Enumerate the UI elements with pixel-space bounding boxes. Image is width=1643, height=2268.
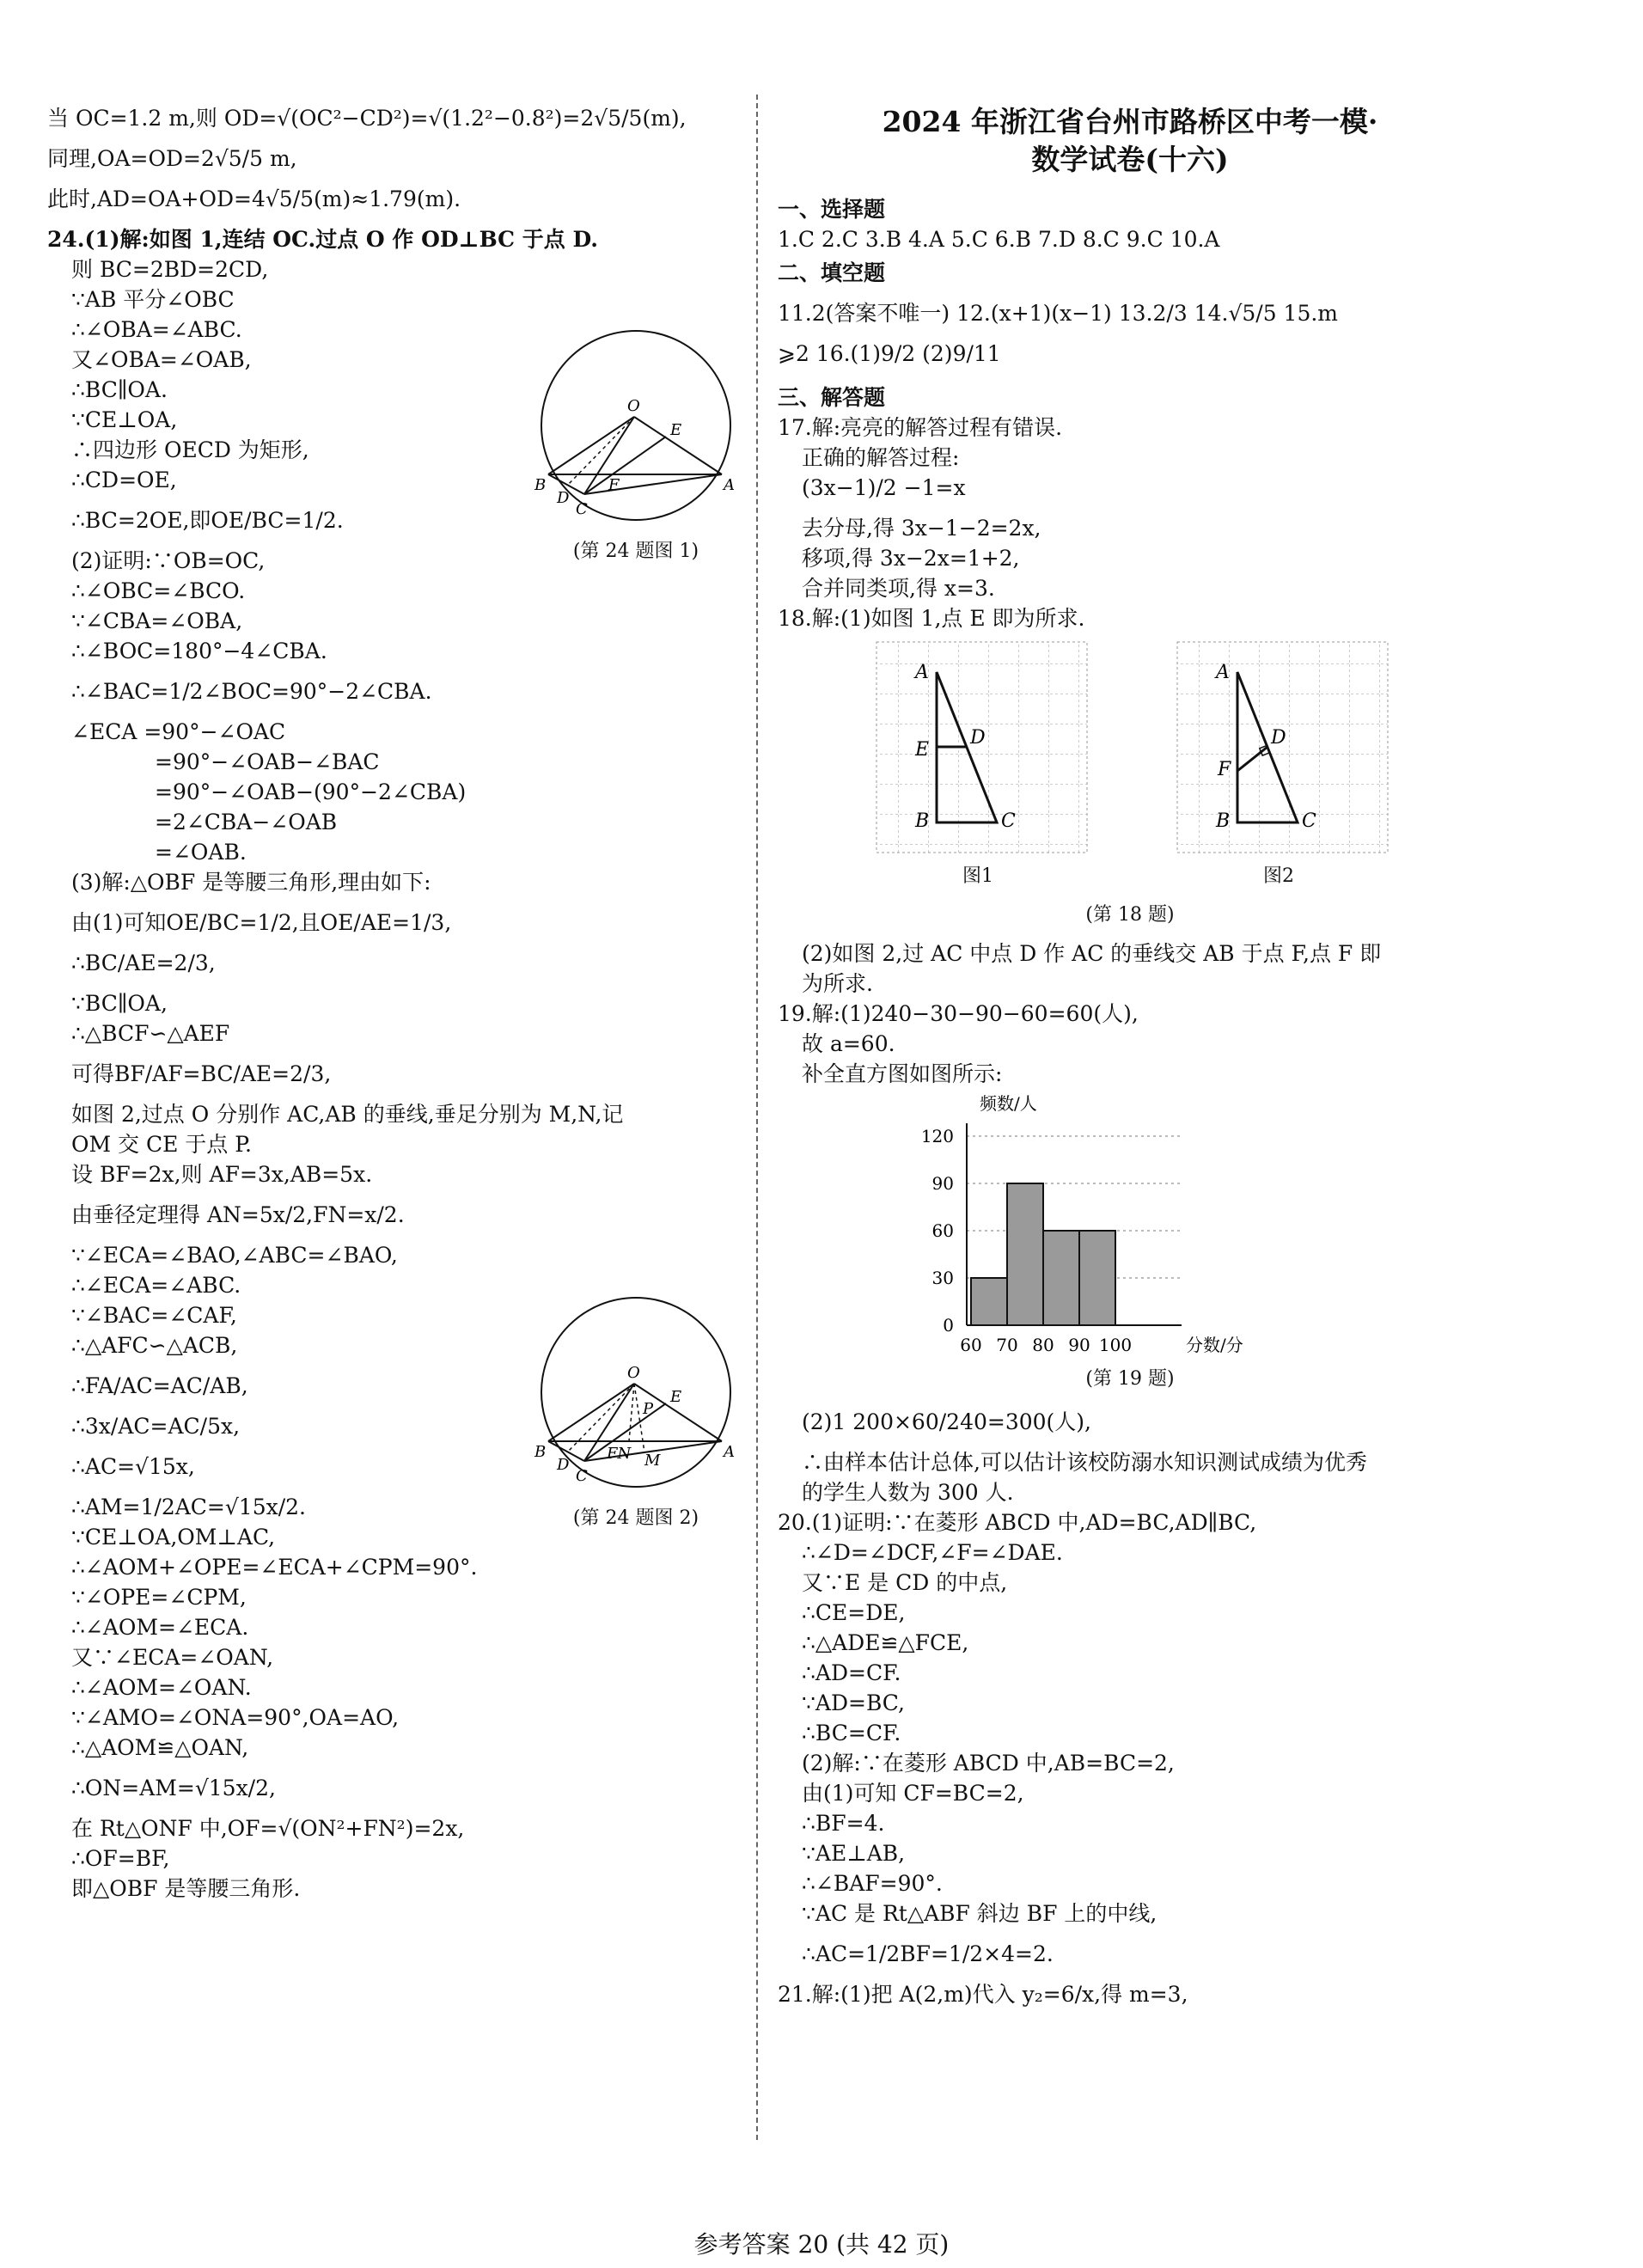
histogram-bar <box>1007 1183 1043 1325</box>
text-line: ∵∠OPE=∠CPM, <box>71 1585 247 1610</box>
text-line: ∴AC=1/2BF=1/2×4=2. <box>802 1941 1054 1966</box>
page-footer: 参考答案 20 (共 42 页) <box>693 2230 950 2259</box>
text-line: ∴∠BAF=90°. <box>802 1871 943 1896</box>
text-line: ∴AC=√15x, <box>71 1454 195 1479</box>
problem-24-heading: 24.(1)解:如图 1,连结 OC.过点 O 作 OD⊥BC 于点 D. <box>47 227 598 252</box>
text-line: 由(1)可知OE/BC=1/2,且OE/AE=1/3, <box>71 910 452 935</box>
column-divider <box>756 95 758 2140</box>
text-line: ∴四边形 OECD 为矩形, <box>71 437 309 462</box>
svg-text:F: F <box>608 476 620 494</box>
section-heading: 三、解答题 <box>778 385 886 410</box>
svg-text:B: B <box>1216 810 1231 832</box>
svg-text:M: M <box>644 1452 661 1470</box>
text-line: ∴ON=AM=√15x/2, <box>71 1776 276 1800</box>
text-line: ∴BC∥OA. <box>71 377 168 402</box>
text-line: ∴3x/AC=AC/5x, <box>71 1414 241 1439</box>
text-line: ∵∠AMO=∠ONA=90°,OA=AO, <box>71 1705 400 1730</box>
figure-24-2 <box>533 1293 739 1530</box>
text-line: 在 Rt△ONF 中,OF=√(ON²+FN²)=2x, <box>71 1816 465 1841</box>
right-column <box>778 103 1482 2009</box>
svg-text:B: B <box>534 1443 547 1461</box>
text-line: ∵AD=BC, <box>802 1690 905 1715</box>
geometry-figure-2 <box>533 1293 739 1500</box>
histogram-bar <box>971 1278 1007 1325</box>
histogram-bar <box>1079 1231 1115 1325</box>
text-line: ∴∠OBA=∠ABC. <box>71 317 242 342</box>
svg-text:O: O <box>627 1364 640 1382</box>
svg-text:D: D <box>557 1456 570 1474</box>
text-line: ∵CE⊥OA,OM⊥AC, <box>71 1525 276 1550</box>
svg-text:C: C <box>1001 810 1016 832</box>
svg-text:A: A <box>1216 662 1230 683</box>
x-tick-label: 100 <box>1098 1335 1133 1355</box>
text-line: ∵BC∥OA, <box>71 991 168 1016</box>
svg-text:O: O <box>627 397 640 415</box>
text-line: ∴∠D=∠DCF,∠F=∠DAE. <box>802 1540 1063 1565</box>
text-line: 19.解:(1)240−30−90−60=60(人), <box>778 1001 1139 1026</box>
text-line: ∴∠BOC=180°−4∠CBA. <box>71 639 327 663</box>
svg-text:C: C <box>576 500 588 518</box>
figure-18-caption: (第 18 题) <box>1085 904 1175 926</box>
text-line: ∴BC=CF. <box>802 1721 901 1745</box>
y-axis-label: 频数/人 <box>980 1093 1037 1114</box>
figure-24-1 <box>533 327 739 563</box>
text-line: ∴AM=1/2AC=√15x/2. <box>71 1495 306 1519</box>
text-line: ∵AC 是 Rt△ABF 斜边 BF 上的中线, <box>802 1901 1157 1926</box>
text-line: ∴△AOM≌△OAN, <box>71 1735 249 1760</box>
text-line: 故 a=60. <box>802 1031 895 1056</box>
svg-text:E: E <box>915 739 930 761</box>
histogram-bar <box>1043 1231 1079 1325</box>
text-line: 又∵E 是 CD 的中点, <box>802 1570 1008 1595</box>
text-line: ∴△ADE≌△FCE, <box>802 1630 969 1655</box>
text-line: (3x−1)/2 −1=x <box>802 475 966 500</box>
text-line: ∵∠CBA=∠OBA, <box>71 608 243 633</box>
x-tick-label: 90 <box>1068 1335 1090 1355</box>
text-line: ∴AD=CF. <box>802 1660 901 1685</box>
text-line: =2∠CBA−∠OAB <box>155 810 338 834</box>
y-tick-label: 120 <box>920 1126 954 1146</box>
geometry-figure-1 <box>533 327 739 533</box>
svg-text:A: A <box>724 1443 735 1461</box>
y-tick-label: 90 <box>931 1173 954 1194</box>
text-line: 此时,AD=OA+OD=4√5/5(m)≈1.79(m). <box>47 186 461 211</box>
text-line: ∴∠AOM=∠ECA. <box>71 1615 249 1640</box>
text-line: OM 交 CE 于点 P. <box>71 1132 252 1157</box>
text-line: ∴∠BAC=1/2∠BOC=90°−2∠CBA. <box>71 679 432 704</box>
text-line: ∴FA/AC=AC/AB, <box>71 1373 248 1398</box>
text-line: 设 BF=2x,则 AF=3x,AB=5x. <box>71 1162 373 1187</box>
text-line: (3)解:△OBF 是等腰三角形,理由如下: <box>71 870 431 895</box>
figure-18 <box>778 633 1482 938</box>
text-line: 正确的解答过程: <box>802 445 960 470</box>
text-line: ∴BC/AE=2/3, <box>71 951 216 975</box>
exam-title <box>778 103 1482 179</box>
figure-18-grids <box>778 633 1482 938</box>
text-line: 又∠OBA=∠OAB, <box>71 347 252 372</box>
text-line: 可得BF/AF=BC/AE=2/3, <box>71 1061 332 1086</box>
answer-line: ⩾2 16.(1)9/2 (2)9/11 <box>778 341 1001 366</box>
text-line: ∵∠BAC=∠CAF, <box>71 1303 237 1328</box>
text-line: 同理,OA=OD=2√5/5 m, <box>47 146 297 171</box>
text-line: (2)证明:∵OB=OC, <box>71 548 266 573</box>
histogram-chart <box>778 1089 1482 1372</box>
text-line: ∴OF=BF, <box>71 1846 170 1871</box>
text-line: 20.(1)证明:∵在菱形 ABCD 中,AD=BC,AD∥BC, <box>778 1510 1257 1535</box>
text-line: (2)解:∵在菱形 ABCD 中,AB=BC=2, <box>802 1751 1175 1776</box>
grid2-label: 图2 <box>1263 865 1294 887</box>
text-line: ∴∠AOM+∠OPE=∠ECA+∠CPM=90°. <box>71 1555 478 1580</box>
text-line: ∵CE⊥OA, <box>71 407 178 432</box>
text-line: ∴CE=DE, <box>802 1600 906 1625</box>
histogram-figure <box>778 1089 1482 1407</box>
x-axis-label: 分数/分 <box>1186 1335 1243 1355</box>
svg-text:C: C <box>1302 810 1316 832</box>
text-line: 即△OBF 是等腰三角形. <box>71 1876 301 1901</box>
text-line: 的学生人数为 300 人. <box>802 1480 1014 1505</box>
answer-line: 11.2(答案不唯一) 12.(x+1)(x−1) 13.2/3 14.√5/5 15.m <box>778 301 1339 326</box>
text-line: 又∵∠ECA=∠OAN, <box>71 1645 274 1670</box>
text-line: ∴△AFC∽△ACB, <box>71 1333 238 1358</box>
figure-24-1-caption: (第 24 题图 1) <box>572 541 699 562</box>
text-line: ∴BF=4. <box>802 1811 885 1836</box>
svg-text:FN: FN <box>607 1445 632 1463</box>
svg-text:C: C <box>576 1467 588 1485</box>
text-line: 如图 2,过点 O 分别作 AC,AB 的垂线,垂足分别为 M,N,记 <box>71 1102 624 1127</box>
text-line: ∴由样本估计总体,可以估计该校防溺水知识测试成绩为优秀 <box>802 1450 1367 1475</box>
svg-text:D: D <box>970 727 986 749</box>
text-line: 补全直方图如图所示: <box>802 1061 1003 1086</box>
grid1-label: 图1 <box>962 865 993 887</box>
svg-text:P: P <box>643 1400 654 1418</box>
svg-text:E: E <box>670 421 682 439</box>
text-line: 去分母,得 3x−1−2=2x, <box>802 516 1041 541</box>
exam-title-line2: 数学试卷(十六) <box>1031 143 1229 176</box>
text-line: ∴△BCF∽△AEF <box>71 1021 230 1046</box>
svg-text:E: E <box>670 1388 682 1406</box>
svg-text:F: F <box>1218 759 1231 780</box>
x-tick-label: 60 <box>960 1335 982 1355</box>
x-tick-label: 70 <box>996 1335 1018 1355</box>
text-line: (2)1 200×60/240=300(人), <box>802 1409 1091 1434</box>
section-heading: 二、填空题 <box>778 260 886 285</box>
text-line: 21.解:(1)把 A(2,m)代入 y₂=6/x,得 m=3, <box>778 1982 1188 2007</box>
text-line: =90°−∠OAB−∠BAC <box>155 749 380 774</box>
text-line: 由(1)可知 CF=BC=2, <box>802 1781 1024 1806</box>
text-line: ∴∠ECA=∠ABC. <box>71 1273 241 1298</box>
figure-19-caption: (第 19 题) <box>1085 1368 1175 1390</box>
y-tick-label: 60 <box>931 1220 954 1241</box>
text-line: ∴∠OBC=∠BCO. <box>71 578 246 603</box>
text-line: =90°−∠OAB−(90°−2∠CBA) <box>155 779 467 804</box>
x-tick-label: 80 <box>1032 1335 1054 1355</box>
text-line: ∵AE⊥AB, <box>802 1841 906 1866</box>
text-line: 移项,得 3x−2x=1+2, <box>802 546 1020 571</box>
text-line: ∵AB 平分∠OBC <box>71 287 235 312</box>
y-tick-label: 30 <box>931 1268 954 1288</box>
text-line: 当 OC=1.2 m,则 OD=√(OC²−CD²)=√(1.2²−0.8²)=2√5/5(m), <box>47 106 687 131</box>
text-line: 合并同类项,得 x=3. <box>802 576 995 601</box>
section-heading: 一、选择题 <box>778 197 886 222</box>
text-line: 则 BC=2BD=2CD, <box>71 257 269 282</box>
figure-24-2-caption: (第 24 题图 2) <box>572 1507 699 1529</box>
text-line: 18.解:(1)如图 1,点 E 即为所求. <box>778 606 1085 631</box>
svg-text:A: A <box>915 662 929 683</box>
text-line: ∴BC=2OE,即OE/BC=1/2. <box>71 508 344 533</box>
text-line: 为所求. <box>802 971 873 996</box>
text-line: 17.解:亮亮的解答过程有错误. <box>778 415 1063 440</box>
svg-text:A: A <box>724 476 735 494</box>
text-line: ∴∠AOM=∠OAN. <box>71 1675 252 1700</box>
text-line: 由垂径定理得 AN=5x/2,FN=x/2. <box>71 1202 405 1227</box>
exam-title-line1: 2024 年浙江省台州市路桥区中考一模· <box>882 105 1378 138</box>
svg-text:B: B <box>534 476 547 494</box>
text-line: ∴CD=OE, <box>71 468 177 492</box>
text-line: ∠ECA =90°−∠OAC <box>71 719 286 744</box>
text-line: (2)如图 2,过 AC 中点 D 作 AC 的垂线交 AB 于点 F,点 F 即 <box>802 941 1382 966</box>
svg-text:B: B <box>915 810 930 832</box>
y-tick-label: 0 <box>943 1315 954 1336</box>
answer-line: 1.C 2.C 3.B 4.A 5.C 6.B 7.D 8.C 9.C 10.A <box>778 227 1220 252</box>
text-line: ∵∠ECA=∠BAO,∠ABC=∠BAO, <box>71 1243 398 1268</box>
svg-text:D: D <box>557 489 570 507</box>
text-line: =∠OAB. <box>155 840 247 865</box>
svg-text:D: D <box>1271 727 1286 749</box>
